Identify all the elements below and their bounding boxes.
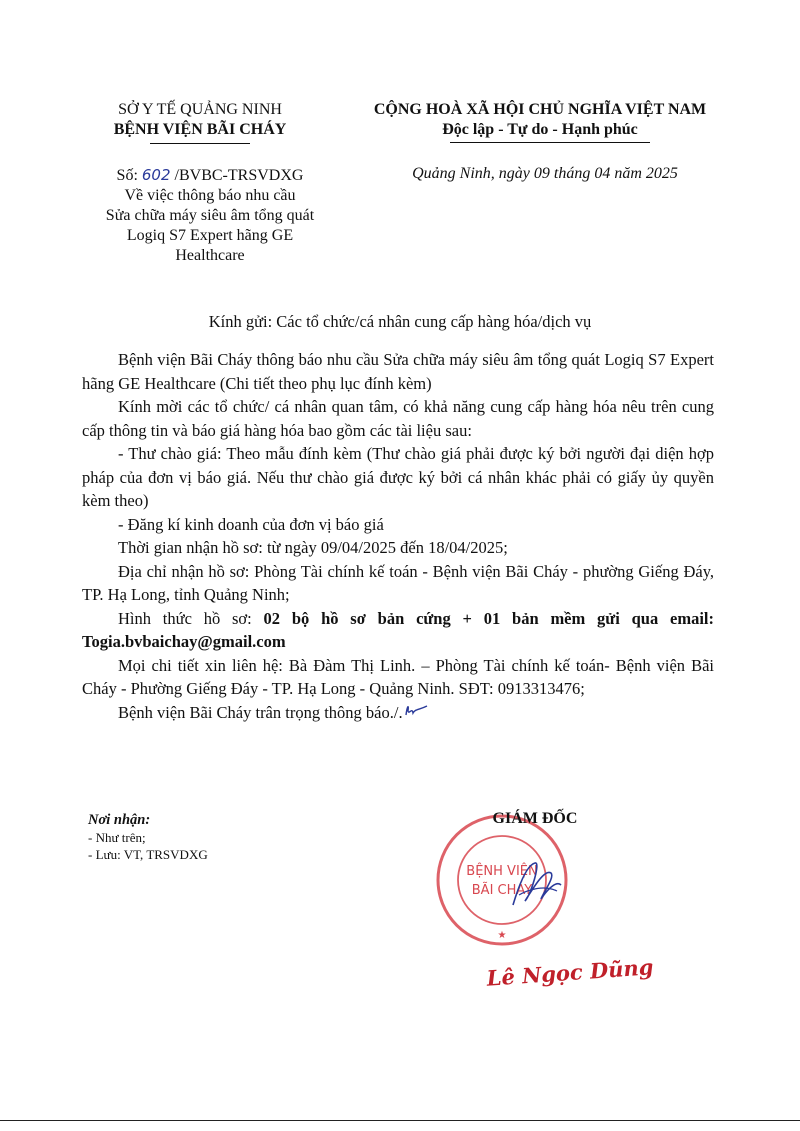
page-bottom-line: [0, 1120, 800, 1121]
body-paragraph: Mọi chi tiết xin liên hệ: Bà Đàm Thị Linh. – Phòng Tài chính kế toán- Bệnh viện Bãi Cháy - Phường Giếng Đáy - TP. Hạ Long - Quảng Ninh. SĐT: 0913313476;: [82, 655, 714, 698]
body-paragraph: - Đăng kí kinh doanh của đơn vị báo giá: [118, 514, 384, 534]
subject-line: Healthcare: [175, 247, 245, 264]
document-body: [82, 348, 714, 724]
issuing-organization: [90, 100, 310, 140]
org-underline: [150, 143, 250, 144]
body-paragraph: Địa chỉ nhận hồ sơ: Phòng Tài chính kế toán - Bệnh viện Bãi Cháy - phường Giếng Đáy, TP. Hạ Long, tỉnh Quảng Ninh;: [82, 561, 714, 604]
parent-organization: SỞ Y TẾ QUẢNG NINH: [118, 101, 282, 118]
signatory-name: Lê Ngọc Dũng: [485, 954, 655, 991]
recipient-item: - Như trên;: [88, 830, 146, 845]
addressee: Kính gửi: Các tổ chức/cá nhân cung cấp hàng hóa/dịch vụ: [208, 312, 592, 331]
national-motto: Độc lập - Tự do - Hạnh phúc: [442, 121, 638, 138]
subject-line: Về việc thông báo nhu cầu: [124, 187, 296, 204]
stamp-star: ★: [497, 930, 507, 941]
recipients-title: Nơi nhận:: [88, 812, 151, 828]
reference-prefix: Số:: [116, 167, 142, 184]
closing-line: Bệnh viện Bãi Cháy trân trọng thông báo./.: [118, 702, 403, 722]
body-paragraph: Kính mời các tổ chức/ cá nhân quan tâm, có khả năng cung cấp hàng hóa nêu trên cung cấp thông tin và báo giá hàng hóa bao gồm các tài liệu sau:: [82, 397, 714, 440]
submission-label: Hình thức hồ sơ:: [118, 608, 264, 628]
body-paragraph: - Thư chào giá: Theo mẫu đính kèm (Thư chào giá phải được ký bởi người đại diện hợp pháp của đơn vị báo giá. Nếu thư chào giá được ký bởi cá nhân khác phải có giấy ủy quyền kèm theo): [82, 444, 714, 510]
stamp-line-1: BỆNH VIỆN: [466, 864, 538, 879]
national-header: [345, 100, 735, 140]
initials-signature: [403, 701, 429, 719]
body-paragraph: [82, 607, 714, 654]
reference-number: [80, 165, 340, 186]
submission-format: 02 bộ hồ sơ bản cứng + 01 bản mềm gửi qua email:: [263, 608, 714, 628]
signatory-title: GIÁM ĐỐC: [492, 810, 578, 827]
contact-email: Togia.bvbaichay@gmail.com: [82, 632, 286, 651]
date-line: Quảng Ninh, ngày 09 tháng 04 năm 2025: [412, 165, 678, 182]
recipient-item: - Lưu: VT, TRSVDXG: [88, 847, 208, 862]
motto-underline: [450, 142, 650, 143]
subject-line: Logiq S7 Expert hãng GE: [126, 227, 294, 244]
subject-line: Sửa chữa máy siêu âm tổng quát: [105, 207, 315, 224]
stamp-line-2: BÃI CHÁY: [471, 883, 533, 898]
country-name: CỘNG HOÀ XÃ HỘI CHỦ NGHĨA VIỆT NAM: [373, 101, 707, 118]
body-paragraph: Thời gian nhận hồ sơ: từ ngày 09/04/2025 đến 18/04/2025;: [118, 538, 508, 557]
body-paragraph: Bệnh viện Bãi Cháy thông báo nhu cầu Sửa chữa máy siêu âm tổng quát Logiq S7 Expert hãng GE Healthcare (Chi tiết theo phụ lục đính kèm): [82, 350, 714, 393]
document-reference: [80, 165, 340, 266]
organization-name: BỆNH VIỆN BÃI CHÁY: [113, 121, 287, 138]
body-paragraph: [82, 701, 714, 725]
recipients-block: [88, 812, 328, 863]
director-signature: [505, 855, 565, 915]
handwritten-number: 602: [141, 166, 171, 184]
reference-code: /BVBC-TRSVDXG: [170, 167, 304, 184]
